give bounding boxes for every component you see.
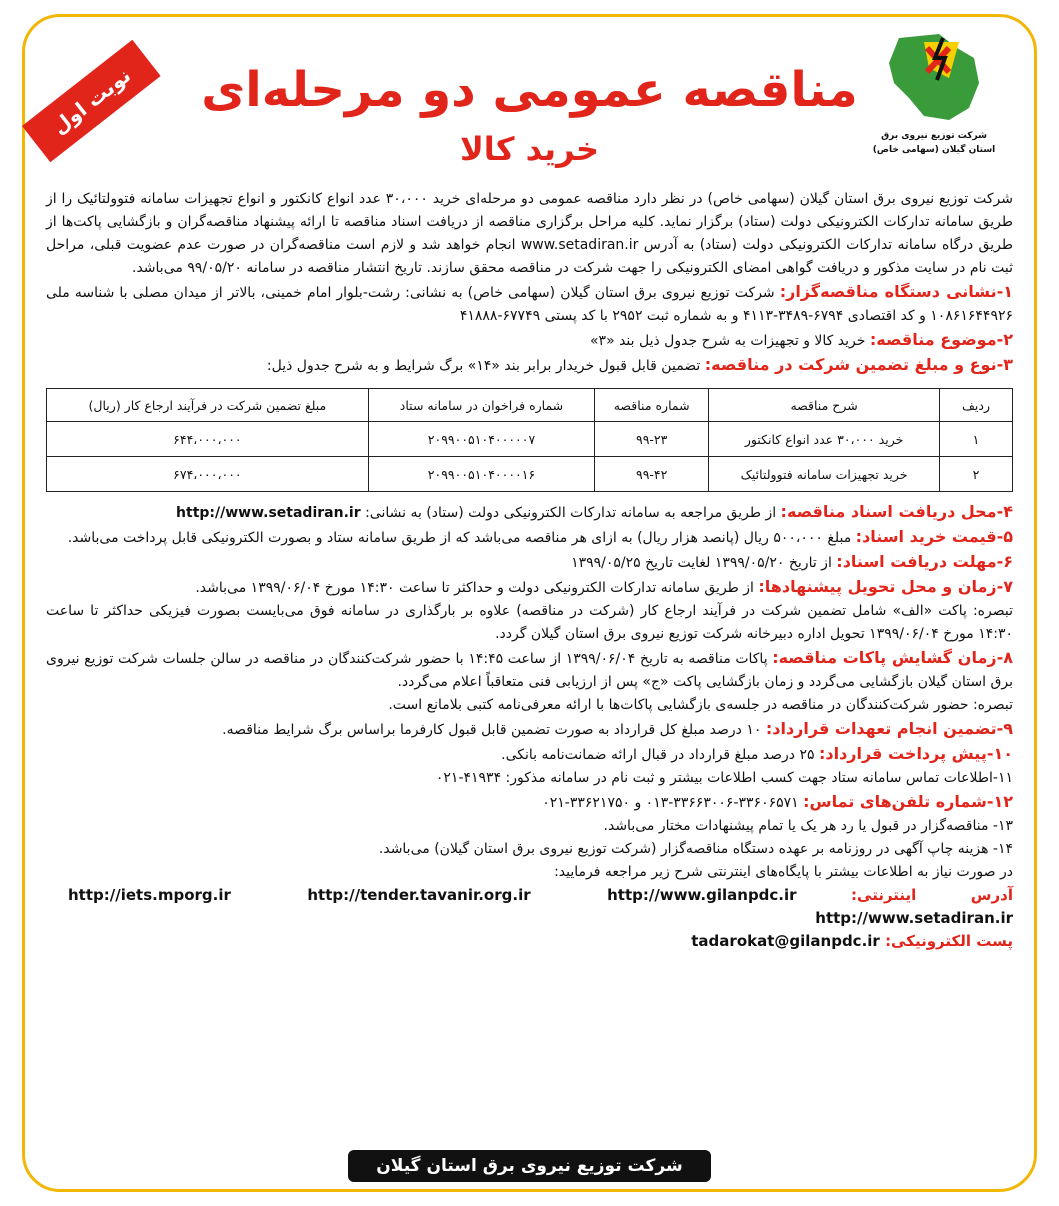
section-8-label: ۸-زمان گشایش پاکات مناقصه: (772, 648, 1013, 667)
table-header: شرح مناقصه (709, 389, 940, 422)
section-12-label: ۱۲-شماره تلفن‌های تماس: (803, 792, 1013, 811)
table-cell: ۶۷۴،۰۰۰،۰۰۰ (47, 457, 369, 492)
section-7-note: تبصره: پاکت «الف» شامل تضمین شرکت در فرآیند ارجاع کار (شرکت در مناقصه) علاوه بر بارگذاری در سامانه فوق می‌بایست بصورت فیزیکی حداکثر تا ساعت ۱۴:۳۰ مورخ ۱۳۹۹/۰۶/۰۴ تحویل اداره دبیرخانه شرکت توزیع نیروی برق استان گیلان گردد. (46, 603, 1013, 642)
table-cell: خرید ۳۰،۰۰۰ عدد انواع کانکتور (709, 422, 940, 457)
section-3 (46, 353, 1013, 378)
section-8-note: تبصره: حضور شرکت‌کنندگان در مناقصه در جلسه‌ی بازگشایی پاکات‌ها با ارائه معرفی‌نامه کتبی بلامانع است. (388, 697, 1013, 713)
section-5-text: مبلغ ۵۰۰،۰۰۰ ریال (پانصد هزار ریال) به ازای هر مناقصه می‌باشد که از طریق سامانه ستاد و بصورت الکترونیکی قابل پرداخت می‌باشد. (67, 530, 852, 546)
section-7-label: ۷-زمان و محل تحویل پیشنهادها: (758, 577, 1013, 596)
table-header-row (47, 389, 1013, 422)
email-address (46, 930, 1013, 953)
footer-company-name: شرکت توزیع نیروی برق استان گیلان (348, 1150, 710, 1182)
web-link[interactable]: http://iets.mporg.ir (68, 886, 231, 904)
web-label: آدرس اینترنتی: (851, 886, 1013, 904)
page-title: مناقصه عمومی دو مرحله‌ای (201, 62, 858, 118)
section-9-text: ۱۰ درصد مبلغ کل قرارداد به صورت تضمین قابل قبول کارفرما براساس برگ شرایط مناقصه. (222, 722, 762, 738)
section-4 (46, 500, 1013, 525)
section-3-label: ۳-نوع و مبلغ تضمین شرکت در مناقصه: (704, 355, 1013, 374)
table-row (47, 422, 1013, 457)
section-12 (46, 790, 1013, 815)
section-14: ۱۴- هزینه چاپ آگهی در روزنامه بر عهده دستگاه مناقصه‌گزار (شرکت توزیع نیروی برق استان گیلان) می‌باشد. (378, 841, 1013, 857)
section-10-label: ۱۰-پیش پرداخت قرارداد: (818, 744, 1013, 763)
section-1-label: ۱-نشانی دستگاه مناقصه‌گزار: (779, 282, 1013, 301)
section-6 (46, 550, 1013, 575)
section-2 (46, 328, 1013, 353)
section-7-text: از طریق سامانه تدارکات الکترونیکی دولت و حداکثر تا ساعت ۱۴:۳۰ مورخ ۱۳۹۹/۰۶/۰۴ می‌باشد. (195, 580, 754, 596)
section-5-label: ۵-قیمت خرید اسناد: (855, 527, 1013, 546)
section-2-text: خرید کالا و تجهیزات به شرح جدول ذیل بند «۳» (589, 333, 866, 349)
table-cell: ۹۹-۴۲ (595, 457, 709, 492)
tender-table (46, 388, 1013, 492)
section-12-text: ۳۳۶۰۶۵۷۱-۳۳۶۶۳۰۰۶-۰۱۳ و ۳۳۶۲۱۷۵۰-۰۲۱ (542, 795, 799, 811)
table-cell: ۲۰۹۹۰۰۵۱۰۴۰۰۰۰۱۶ (368, 457, 594, 492)
section-9-label: ۹-تضمین انجام تعهدات قرارداد: (765, 719, 1013, 738)
section-10-text: ۲۵ درصد مبلغ قرارداد در قبال ارائه ضمانت‌نامه بانکی. (501, 747, 815, 763)
section-13: ۱۳- مناقصه‌گزار در قبول یا رد هر یک یا تمام پیشنهادات مختار می‌باشد. (603, 818, 1013, 834)
section-7 (46, 575, 1013, 600)
email-link[interactable]: tadarokat@gilanpdc.ir (691, 932, 880, 950)
table-cell: ۲ (940, 457, 1013, 492)
section-2-label: ۲-موضوع مناقصه: (869, 330, 1013, 349)
table-header: مبلغ تضمین شرکت در فرآیند ارجاع کار (ریال) (47, 389, 369, 422)
section-8 (46, 646, 1013, 694)
web-link[interactable]: http://www.setadiran.ir (815, 909, 1013, 927)
section-1 (46, 280, 1013, 328)
logo-caption-line-1: شرکت توزیع نیروی برق (881, 131, 987, 141)
section-4-text: از طریق مراجعه به سامانه تدارکات الکترونیکی دولت (ستاد) به نشانی: (365, 505, 777, 521)
corner-ribbon: نوبت اول (22, 40, 161, 162)
web-link[interactable]: http://www.gilanpdc.ir (607, 886, 797, 904)
table-cell: ۲۰۹۹۰۰۵۱۰۴۰۰۰۰۰۷ (368, 422, 594, 457)
table-cell: ۱ (940, 422, 1013, 457)
section-4-label: ۴-محل دریافت اسناد مناقصه: (780, 502, 1013, 521)
section-9 (46, 717, 1013, 742)
web-addresses (46, 884, 1013, 930)
footer (0, 1150, 1059, 1182)
logo-caption-line-2: استان گیلان (سهامی خاص) (872, 145, 996, 155)
section-10 (46, 742, 1013, 767)
web-link[interactable]: http://tender.tavanir.org.ir (307, 886, 531, 904)
table-header: شماره مناقصه (595, 389, 709, 422)
table-row (47, 457, 1013, 492)
section-1-text: شرکت توزیع نیروی برق استان گیلان (سهامی خاص) به نشانی: رشت-بلوار امام خمینی، بالاتر از میدان مصلی با شناسه ملی ۱۰۸۶۱۶۴۴۹۲۶ و کد اقتصادی ۶۷۹۴-۳۴۸۹-۴۱۱۳ و به شماره ثبت ۲۹۵۲ با کد پستی ۶۷۷۴۹-۴۱۸۸۸ (46, 285, 1013, 324)
advert-body (46, 188, 1013, 953)
table-header: ردیف (940, 389, 1013, 422)
section-11: ۱۱-اطلاعات تماس سامانه ستاد جهت کسب اطلاعات بیشتر و ثبت نام در سامانه مذکور: ۴۱۹۳۴-۰۲۱ (435, 770, 1013, 786)
table-header: شماره فراخوان در سامانه ستاد (368, 389, 594, 422)
table-cell: ۹۹-۲۳ (595, 422, 709, 457)
intro-paragraph: شرکت توزیع نیروی برق استان گیلان (سهامی خاص) در نظر دارد مناقصه عمومی دو مرحله‌ای خرید ۳۰،۰۰۰ عدد انواع کانکتور و انواع تجهیزات سامانه فتوولتائیک را از طریق سامانه تدارکات الکترونیکی دولت (ستاد) برگزار نماید. کلیه مراحل برگزاری مناقصه از دریافت اسناد مناقصه تا ارائه پیشنهاد مناقصه‌گران و بازگشایی پاکت‌ها از طریق درگاه سامانه تدارکات الکترونیکی دولت (ستاد) به آدرس www.setadiran.ir انجام خواهد شد و لازم است مناقصه‌گران در صورت عدم عضویت قبلی، مراحل ثبت نام در سایت مذکور و دریافت گواهی امضای الکترونیکی را جهت شرکت در مناقصه محقق سازند. تاریخ انتشار مناقصه در سامانه ۹۹/۰۵/۲۰ می‌باشد. (46, 191, 1013, 276)
section-8-text: پاکات مناقصه به تاریخ ۱۳۹۹/۰۶/۰۴ از ساعت ۱۴:۴۵ با حضور شرکت‌کنندگان در مناقصه در سالن جلسات شرکت توزیع نیروی برق استان گیلان بازگشایی می‌گردد و زمان بازگشایی پاکت «ج» پس از ارزیابی فنی متعاقباً اعلام می‌گردد. (46, 651, 1013, 690)
table-cell: ۶۴۴،۰۰۰،۰۰۰ (47, 422, 369, 457)
section-3-text: تضمین قابل قبول خریدار برابر بند «۱۴» برگ شرایط و به شرح جدول ذیل: (266, 358, 701, 374)
email-label: پست الکترونیکی: (885, 932, 1013, 950)
more-info-text: در صورت نیاز به اطلاعات بیشتر با پایگاه‌های اینترنتی شرح زیر مراجعه فرمایید: (554, 864, 1013, 880)
section-6-label: ۶-مهلت دریافت اسناد: (836, 552, 1013, 571)
section-4-link[interactable]: http://www.setadiran.ir (176, 505, 361, 521)
section-6-text: از تاریخ ۱۳۹۹/۰۵/۲۰ لغایت تاریخ ۱۳۹۹/۰۵/۲۵ (571, 555, 832, 571)
page-subtitle: خرید کالا (459, 130, 600, 168)
section-5 (46, 525, 1013, 550)
table-cell: خرید تجهیزات سامانه فتوولتائیک (709, 457, 940, 492)
